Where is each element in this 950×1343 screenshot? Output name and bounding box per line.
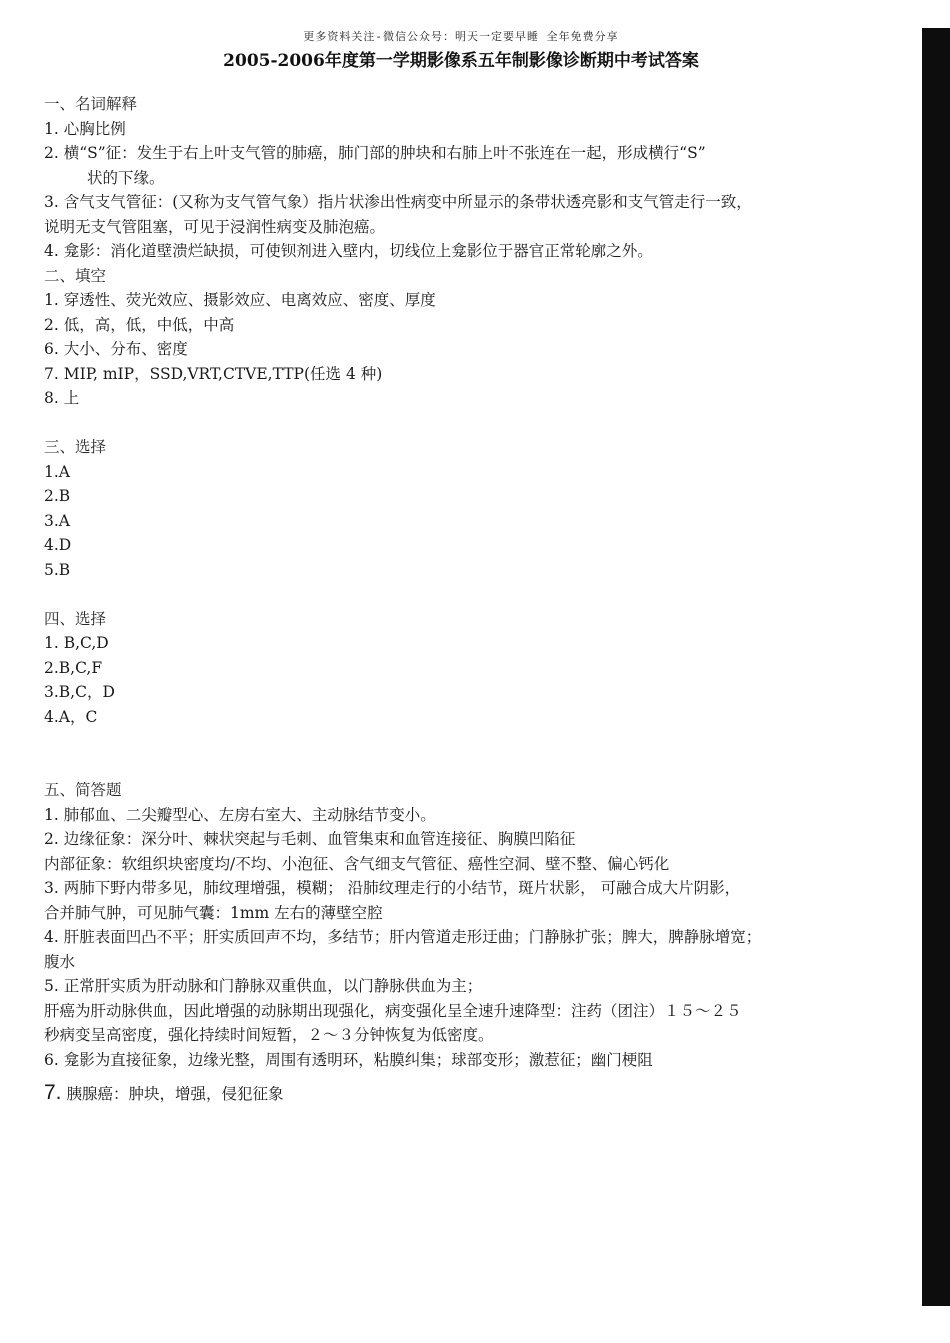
choice-answer: 4.D	[44, 536, 72, 554]
answer-line-continued: 秒病变呈高密度，强化持续时间短暂，２～３分钟恢复为低密度。	[44, 1026, 494, 1044]
answer-line: 6. 龛影为直接征象，边缘光整，周围有透明环，粘膜纠集；球部变形；激惹征；幽门梗阻	[44, 1050, 653, 1069]
answer-line-continued: 状的下缘。	[87, 168, 165, 187]
answer-line-continued: 腹水	[44, 952, 76, 971]
answer-line: 8. 上	[44, 389, 80, 407]
answer-line-continued: 内部征象：软组织块密度均/不均、小泡征、含气细支气管征、癌性空洞、壁不整、偏心钙化	[44, 854, 670, 873]
watermark-text: 更多资料关注-微信公众号：明天一定要早睡 全年免费分享	[303, 30, 619, 43]
answer-line-7	[44, 1076, 884, 1111]
answer-line: 1. 穿透性、荧光效应、摄影效应、电离效应、密度、厚度	[44, 291, 436, 309]
choice-answer: 2.B,C,F	[44, 658, 103, 677]
section-heading-short-answer: 五、简答题	[44, 781, 122, 799]
answer-line-continued: 合并肺气肿，可见肺气囊：1mm 左右的薄壁空腔	[44, 903, 383, 922]
section-heading-choice-1: 三、选择	[44, 438, 107, 456]
answer-content	[44, 92, 884, 1111]
choice-answer: 1.A	[44, 462, 70, 481]
section-heading-choice-2: 四、选择	[44, 609, 107, 628]
answer-line: 3. 含气支气管征：(又称为支气管气象）指片状渗出性病变中所显示的条带状透亮影和支气管走行一致，	[44, 193, 752, 211]
answer-line: 5. 正常肝实质为肝动脉和门静脉双重供血，以门静脉供血为主；	[44, 977, 483, 995]
answer-line: 3. 两肺下野内带多见，肺纹理增强，模糊； 沿肺纹理走行的小结节，斑片状影， 可融合成大片阴影，	[44, 879, 741, 897]
choice-answer: 1. B,C,D	[44, 634, 109, 652]
scan-edge-bar	[922, 28, 950, 1306]
answer-line: 1. 心胸比例	[44, 119, 126, 138]
answer-line: 2. 低，高，低，中低，中高	[44, 315, 235, 334]
choice-answer: 2.B	[44, 487, 71, 505]
answer-number: 7.	[44, 1081, 62, 1104]
answer-line: 4. 龛影：消化道壁溃烂缺损，可使钡剂进入壁内，切线位上龛影位于器官正常轮廓之外。	[44, 242, 653, 260]
choice-answer: 5.B	[44, 560, 71, 579]
choice-answer: 3.A	[44, 511, 70, 530]
choice-answer: 4.A，C	[44, 707, 98, 726]
answer-line: 6. 大小、分布、密度	[44, 340, 188, 358]
answer-line-continued: 肝癌为肝动脉供血，因此增强的动脉期出现强化，病变强化呈全速升速降型：注药（团注）１５～２５	[44, 1001, 742, 1020]
answer-line: 2. 边缘征象：深分叶、棘状突起与毛刺、血管集束和血管连接征、胸膜凹陷征	[44, 830, 576, 848]
answer-line: 2. 横“S”征：发生于右上叶支气管的肺癌，肺门部的肿块和右肺上叶不张连在一起，形成横行“S”	[44, 144, 706, 162]
answer-line: 7. MIP, mIP，SSD,VRT,CTVE,TTP(任选 4 种)	[44, 364, 383, 383]
section-heading-fill-in: 二、填空	[44, 266, 107, 285]
choice-answer: 3.B,C，D	[44, 683, 115, 701]
section-heading-terms: 一、名词解释	[44, 95, 138, 113]
answer-line: 4. 肝脏表面凹凸不平；肝实质回声不均，多结节；肝内管道走形迂曲；门静脉扩张；脾大，脾静脉增宽；	[44, 928, 762, 946]
answer-line-continued: 说明无支气管阻塞，可见于浸润性病变及肺泡癌。	[44, 217, 386, 236]
page-title: 2005-2006年度第一学期影像系五年制影像诊断期中考试答案	[223, 51, 699, 71]
answer-line: 1. 肺郁血、二尖瓣型心、左房右室大、主动脉结节变小。	[44, 805, 436, 824]
answer-text: 胰腺癌：肿块，增强，侵犯征象	[61, 1085, 284, 1103]
